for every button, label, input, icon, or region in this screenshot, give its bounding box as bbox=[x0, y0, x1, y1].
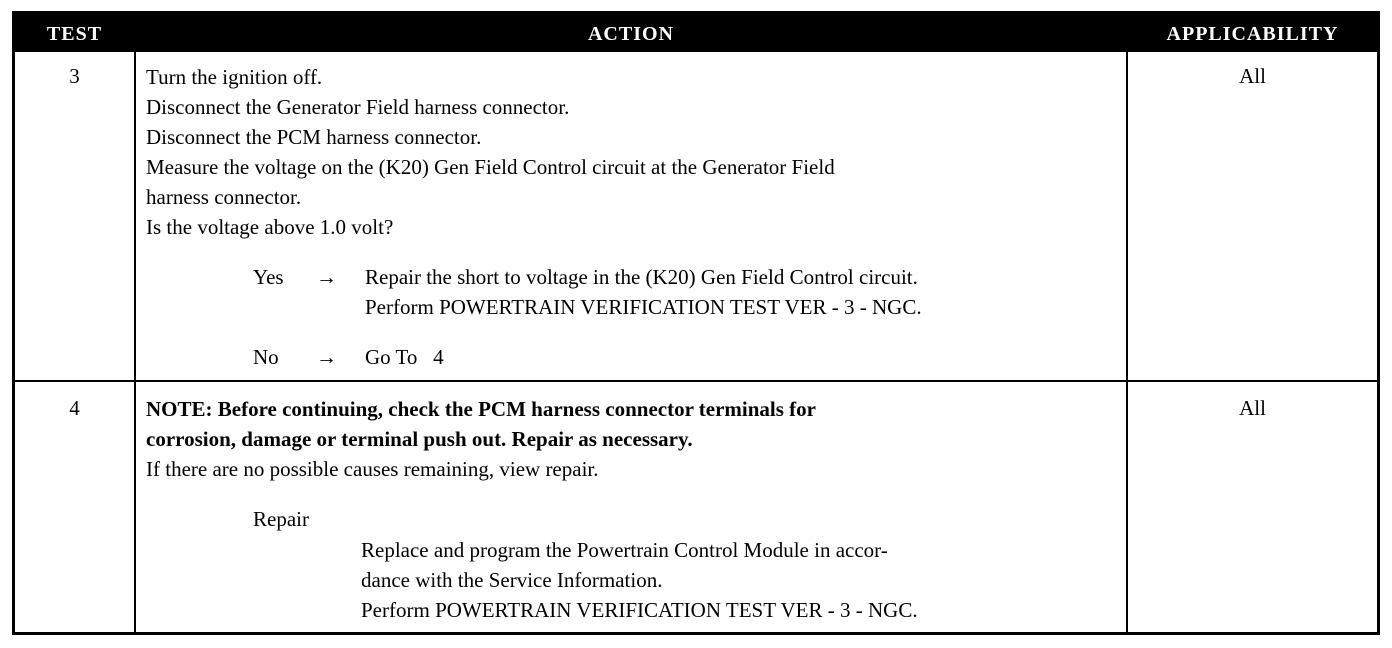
applicability-value: All bbox=[1239, 64, 1266, 88]
header-test: TEST bbox=[46, 23, 103, 45]
no-result-text: Go To 4 bbox=[365, 345, 444, 369]
yes-result-text: Repair the short to voltage in the (K20) Gen Field Control circuit. bbox=[365, 265, 918, 289]
step-text: harness connector. bbox=[146, 185, 302, 209]
applicability-value: All bbox=[1239, 396, 1266, 420]
column-divider-1 bbox=[134, 52, 136, 632]
step-text: If there are no possible causes remaining, view repair. bbox=[146, 457, 599, 481]
header-applicability: APPLICABILITY bbox=[1166, 23, 1339, 45]
column-divider-2 bbox=[1126, 52, 1128, 632]
right-arrow-icon: → bbox=[316, 265, 337, 289]
repair-text: Replace and program the Powertrain Control Module in accor- bbox=[361, 538, 888, 562]
test-number: 4 bbox=[69, 396, 80, 420]
note-text: NOTE: Before continuing, check the PCM harness connector terminals for bbox=[146, 397, 816, 421]
repair-label: Repair bbox=[253, 507, 309, 531]
yes-label: Yes bbox=[253, 265, 284, 289]
step-text: Disconnect the PCM harness connector. bbox=[146, 125, 482, 149]
row-divider bbox=[15, 380, 1377, 382]
no-label: No bbox=[253, 345, 279, 369]
repair-text: Perform POWERTRAIN VERIFICATION TEST VER - 3 - NGC. bbox=[361, 598, 918, 622]
step-text: Measure the voltage on the (K20) Gen Field Control circuit at the Generator Field bbox=[146, 155, 835, 179]
table-header bbox=[15, 14, 1377, 52]
yes-result-text: Perform POWERTRAIN VERIFICATION TEST VER - 3 - NGC. bbox=[365, 295, 922, 319]
header-action: ACTION bbox=[587, 23, 674, 45]
right-arrow-icon: → bbox=[316, 345, 337, 369]
note-text: corrosion, damage or terminal push out. Repair as necessary. bbox=[146, 427, 693, 451]
test-number: 3 bbox=[69, 64, 80, 88]
step-text: Turn the ignition off. bbox=[146, 65, 323, 89]
question-text: Is the voltage above 1.0 volt? bbox=[146, 215, 394, 239]
repair-text: dance with the Service Information. bbox=[361, 568, 663, 592]
diagnostic-test-table bbox=[12, 11, 1380, 635]
step-text: Disconnect the Generator Field harness connector. bbox=[146, 95, 570, 119]
